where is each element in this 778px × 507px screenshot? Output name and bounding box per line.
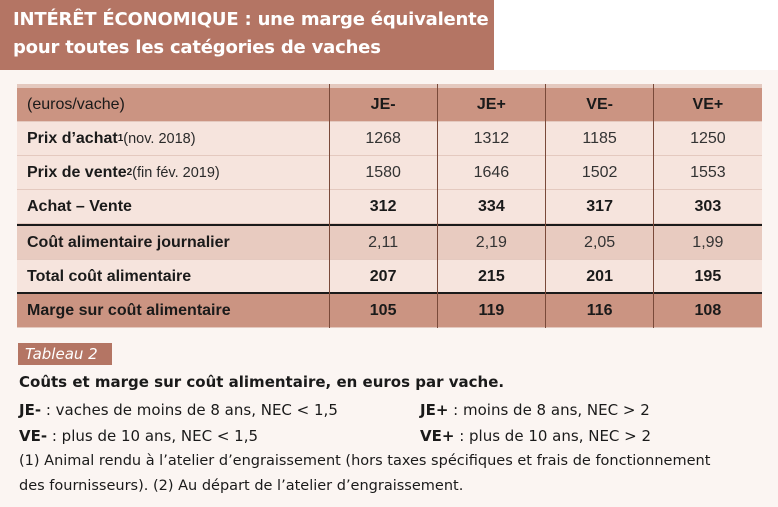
header-je-minus: JE- [370,95,396,113]
table-row [17,190,762,223]
column-divider [653,84,654,328]
table-cell: 334 [478,197,505,215]
title-banner [0,0,494,70]
table-cell: 1646 [473,163,510,181]
header-unit: (euros/vache) [27,95,125,113]
data-table [17,84,762,328]
table-row [17,294,762,327]
row-label: Total coût alimentaire [27,267,192,285]
row-label: Prix d’achat 1 (nov. 2018) [27,129,196,147]
table-header-row [17,88,762,121]
header-je-plus: JE+ [476,95,506,113]
table-cell: 1580 [365,163,401,181]
table-row [17,260,762,293]
table-cell: 1250 [690,129,726,147]
row-label: Marge sur coût alimentaire [27,301,231,319]
table-cell: 105 [369,301,397,319]
table-cell: 215 [478,267,505,285]
footnote-line-2: des fournisseurs). (2) Au départ de l’atelier d’engraissement. [19,478,464,494]
table-cell: 1268 [365,129,401,147]
table-tag: Tableau 2 [18,343,112,365]
table-cell: 1312 [473,129,510,147]
table-cell: 303 [694,197,722,215]
column-divider [329,84,330,328]
caption-heading: Coûts et marge sur coût alimentaire, en euros par vache. [19,373,505,391]
header-ve-plus: VE+ [692,95,724,113]
table-cell: 116 [586,301,613,319]
table-cell: 1185 [582,129,617,147]
footnote-line-1: (1) Animal rendu à l’atelier d’engraissement (hors taxes spécifiques et frais de fonctionnement [19,453,711,469]
row-label: Achat – Vente [27,197,132,215]
table-cell: 312 [369,197,397,215]
table-cell: 195 [694,267,722,285]
table-cell: 1,99 [692,233,724,251]
legend-ve-minus: VE- : plus de 10 ans, NEC < 1,5 [19,427,259,445]
title-line-1: INTÉRÊT ÉCONOMIQUE : une marge équivalente [13,9,489,30]
header-ve-minus: VE- [586,95,613,113]
table-cell: 1553 [690,163,726,181]
legend-je-plus: JE+ : moins de 8 ans, NEC > 2 [420,401,650,419]
column-divider [437,84,438,328]
table-cell: 317 [586,197,613,215]
table-cell: 2,19 [475,233,507,251]
column-divider [545,84,546,328]
legend-je-minus: JE- : vaches de moins de 8 ans, NEC < 1,5 [19,401,338,419]
row-label: Coût alimentaire journalier [27,233,230,251]
table-cell: 108 [694,301,722,319]
row-label: Prix de vente 2 (fin fév. 2019) [27,163,220,181]
legend-ve-plus: VE+ : plus de 10 ans, NEC > 2 [420,427,652,445]
table-row [17,226,762,259]
table-cell: 201 [586,267,613,285]
title-line-2: pour toutes les catégories de vaches [13,37,381,58]
table-cell: 2,11 [368,233,399,251]
table-cell: 2,05 [584,233,616,251]
table-row [17,156,762,189]
table-cell: 119 [478,301,505,319]
table-cell: 1502 [581,163,618,181]
table-row [17,122,762,155]
table-cell: 207 [369,267,397,285]
